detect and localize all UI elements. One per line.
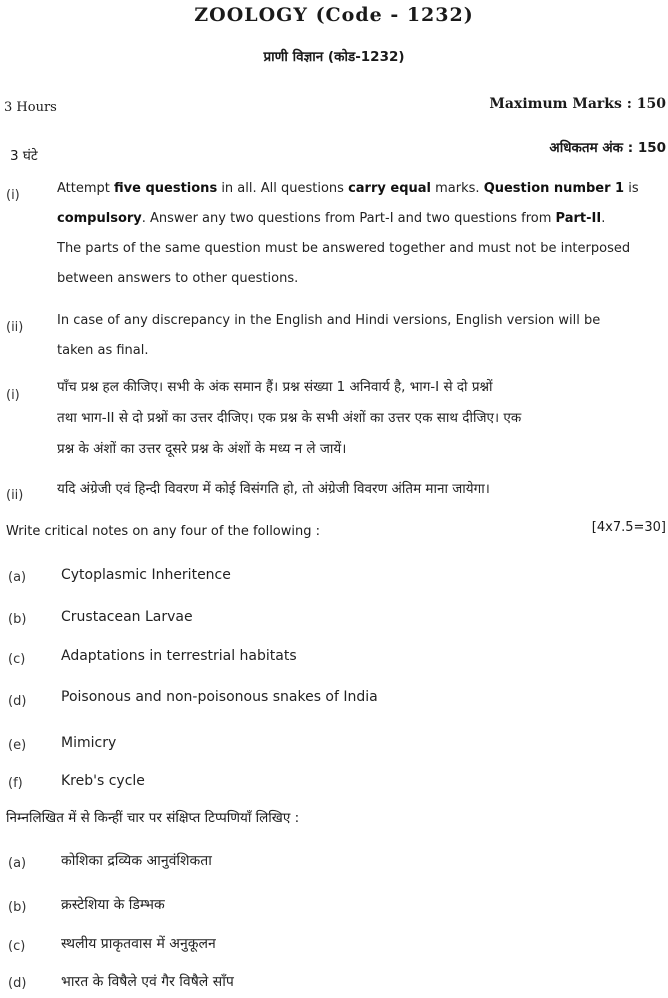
item-label: (a) xyxy=(8,570,27,585)
max-marks-hindi: अधिकतम अंक : 150 xyxy=(549,140,666,156)
instruction-1-en xyxy=(57,174,639,294)
item-text-hindi: स्थलीय प्राकृतवास में अनुकूलन xyxy=(61,936,216,952)
item-label: (e) xyxy=(8,738,27,753)
item-text-hindi: कोशिका द्रव्यिक आनुवंशिकता xyxy=(61,853,212,869)
instruction-line: प्रश्न के अंशों का उत्तर दूसरे प्रश्न के अंशों के मध्य न ले जायें। xyxy=(57,441,347,457)
item-label: (b) xyxy=(8,900,27,915)
instruction-number: (ii) xyxy=(6,488,24,503)
item-text: Adaptations in terrestrial habitats xyxy=(61,648,297,664)
question-prompt-hindi: निम्नलिखित में से किन्हीं चार पर संक्षिप्त टिप्पणियाँ लिखिए : xyxy=(6,810,300,826)
instruction-1-hindi xyxy=(57,372,521,465)
item-label: (f) xyxy=(8,776,23,791)
item-label: (d) xyxy=(8,694,27,709)
question-marks: [4x7.5=30] xyxy=(591,520,666,535)
instruction-line: The parts of the same question must be answered together and must not be interposed xyxy=(57,241,631,256)
question-prompt: Write critical notes on any four of the following : xyxy=(6,524,321,539)
time-allowed-hindi: 3 घंटे xyxy=(10,148,38,164)
instruction-line: In case of any discrepancy in the English and Hindi versions, English version will be xyxy=(57,313,601,328)
instruction-line: यदि अंग्रेजी एवं हिन्दी विवरण में कोई विसंगति हो, तो अंग्रेजी विवरण अंतिम माना जायेगा। xyxy=(57,481,490,497)
item-text: Mimicry xyxy=(61,735,117,751)
instruction-number: (i) xyxy=(6,188,20,203)
max-marks: Maximum Marks : 150 xyxy=(489,96,666,112)
item-label: (b) xyxy=(8,612,27,627)
item-text: Poisonous and non-poisonous snakes of India xyxy=(61,689,378,705)
page-title: ZOOLOGY (Code - 1232) xyxy=(194,4,474,26)
instruction-line: तथा भाग-II से दो प्रश्नों का उत्तर दीजिए। एक प्रश्न के सभी अंशों का उत्तर एक साथ दीजिए। एक xyxy=(57,410,522,426)
time-allowed: 3 Hours xyxy=(4,100,57,115)
instruction-line: Attempt five questions in all. All questions carry equal marks. Question number 1 is xyxy=(57,181,639,196)
instruction-line: taken as final. xyxy=(57,343,149,358)
item-text-hindi: क्रस्टेशिया के डिम्भक xyxy=(61,897,165,913)
item-label: (a) xyxy=(8,856,27,871)
item-text: Crustacean Larvae xyxy=(61,609,193,625)
item-text: Kreb's cycle xyxy=(61,773,145,789)
instruction-number: (i) xyxy=(6,388,20,403)
instruction-line: पाँच प्रश्न हल कीजिए। सभी के अंक समान हैं। प्रश्न संख्या 1 अनिवार्य है, भाग-I से दो प्रश्नों xyxy=(57,379,493,395)
instruction-line: compulsory. Answer any two questions from Part-I and two questions from Part-II. xyxy=(57,211,606,226)
item-label: (c) xyxy=(8,939,26,954)
instruction-line: between answers to other questions. xyxy=(57,271,299,286)
instruction-2-hindi xyxy=(57,474,490,504)
page-title-hindi: प्राणी विज्ञान (कोड-1232) xyxy=(263,49,405,65)
item-text: Cytoplasmic Inheritence xyxy=(61,567,231,583)
instruction-number: (ii) xyxy=(6,320,24,335)
instruction-2-en xyxy=(57,306,600,366)
item-text-hindi: भारत के विषैले एवं गैर विषैले साँप xyxy=(61,974,234,990)
item-label: (c) xyxy=(8,652,26,667)
item-label: (d) xyxy=(8,976,27,991)
